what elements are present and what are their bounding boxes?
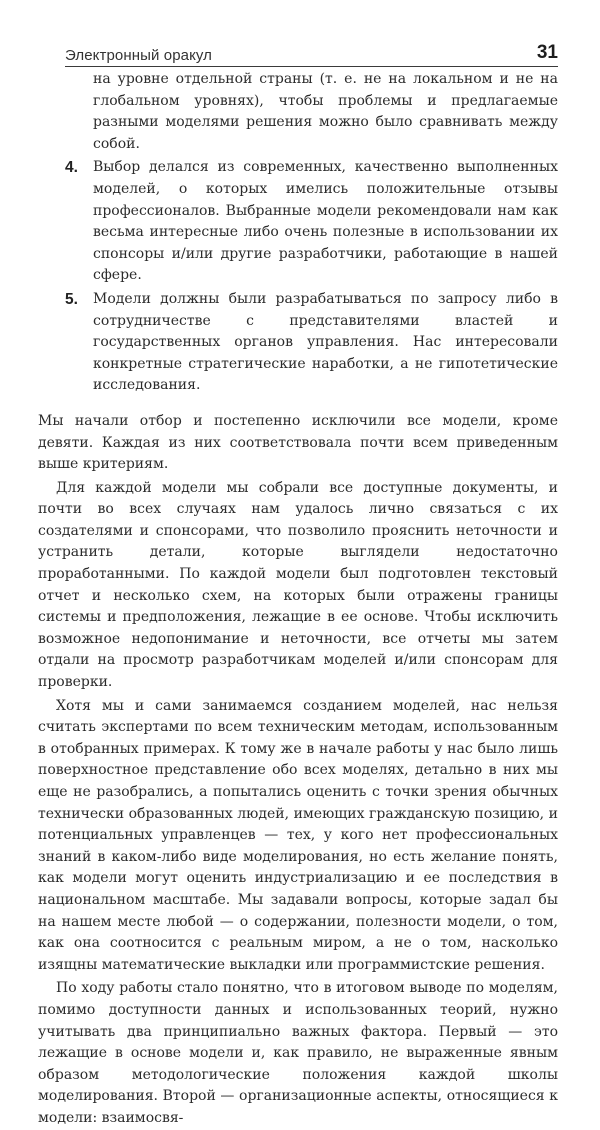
- list-item-text: на уровне отдельной страны (т. е. не на локальном и не на глобальном уровнях), чтобы проблемы и предлагаемые разными моделями решения можно было сравнивать между собой.: [93, 71, 558, 152]
- paragraph: Для каждой модели мы собрали все доступные документы, и почти во всех случаях нам удалось лично связаться с их создателями и спонсорами, что позволило прояснить неточности и устранить детали, которые выглядели недостаточно проработанными. По каждой модели был подготовлен текстовый отчет и несколько схем, на которых были отражены границы системы и предположения, лежащие в ее основе. Чтобы исключить возможное недопонимание и неточности, все отчеты мы затем отдали на просмотр разработчикам моделей и/или спонсорам для проверки.: [38, 479, 558, 691]
- page-number: 31: [536, 42, 558, 63]
- list-item-number: 4.: [65, 159, 78, 177]
- list-item-continuation: [65, 69, 558, 155]
- paragraph: Мы начали отбор и постепенно исключили все модели, кроме девяти. Каждая из них соответствовала почти всем приведенным выше критериям.: [38, 412, 558, 473]
- list-item-number: 5.: [65, 290, 78, 308]
- running-header: [65, 40, 558, 67]
- list-item: [65, 157, 558, 287]
- body-text: [38, 69, 558, 1130]
- list-item-text: Выбор делался из современных, качественно выполненных моделей, о которых имелись положительные отзывы профессионалов. Выбранные модели рекомендовали нам как весьма интересные либо очень полезные в использовании их спонсоры и/или другие разработчики, работающие в нашей сфере.: [93, 159, 558, 284]
- list-item: [65, 289, 558, 397]
- running-title: Электронный оракул: [65, 47, 213, 64]
- paragraph: По ходу работы стало понятно, что в итоговом выводе по моделям, помимо доступности данных и использованных теорий, нужно учитывать два принципиально важных фактора. Первый — это лежащие в основе модели и, как правило, не выраженные явным образом методологические положения каждой школы моделирования. Второй — организационные аспекты, относящиеся к модели: взаимосвя-: [38, 980, 558, 1126]
- paragraph: Хотя мы и сами занимаемся созданием моделей, нас нельзя считать экспертами по всем техническим методам, использованным в отобранных примерах. К тому же в начале работы у нас было лишь поверхностное представление обо всех моделях, детально в них мы еще не разобрались, а попытались оценить с точки зрения обычных технически образованных людей, имеющих гражданскую позицию, и потенциальных управленцев — тех, у кого нет профессиональных знаний в каком-либо виде моделирования, но есть желание понять, как модели могут оценить индустриализацию и ее последствия в национальном масштабе. Мы задавали вопросы, которые задал бы на нашем месте любой — о содержании, полезности модели, о том, как она соотносится с реальным миром, а не о том, насколько изящны математические выкладки или программистские решения.: [38, 697, 558, 973]
- list-item-text: Модели должны были разрабатываться по запросу либо в сотрудничестве с представителями властей и государственных органов управления. Нас интересовали конкретные стратегические наработки, а не гипотетические исследования.: [93, 290, 558, 394]
- numbered-list: [65, 69, 558, 397]
